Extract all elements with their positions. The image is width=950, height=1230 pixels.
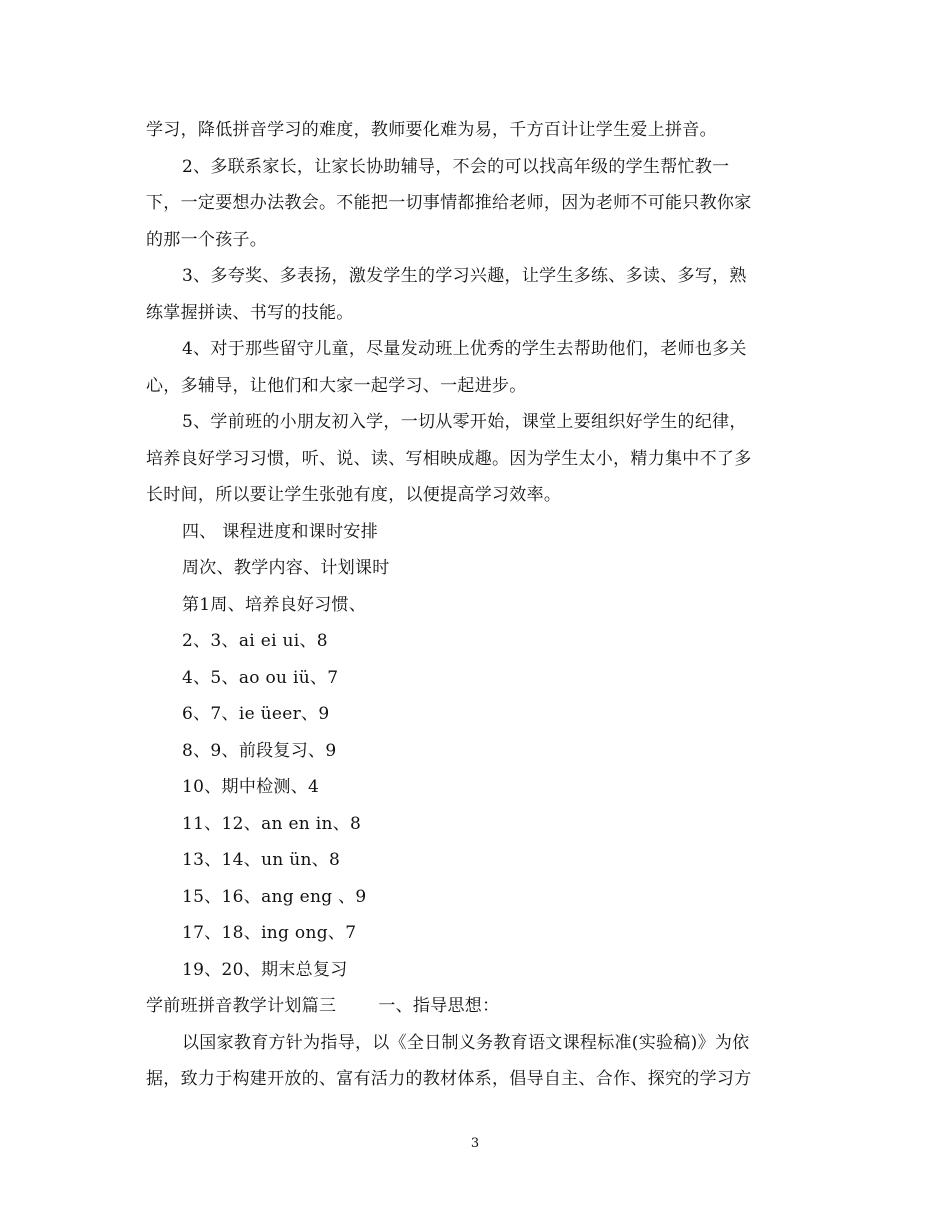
schedule-row: 13、14、un ün、8 [182,850,341,870]
schedule-row: 11、12、an en in、8 [182,813,362,834]
section-subtitle: 一、指导思想： [378,996,500,1016]
text-line: 下，一定要想办法教会。不能把一切事情都推给老师，因为老师不可能只教你家 [146,193,752,213]
text-line: 据，致力于构建开放的、富有活力的教材体系，倡导自主、合作、探究的学习方 [146,1069,752,1089]
text-line: 2、多联系家长，让家长协助辅导，不会的可以找高年级的学生帮忙教一 [182,156,730,177]
section-title-line [146,988,806,1025]
schedule-row: 17、18、ing ong、7 [182,923,357,943]
schedule-row: 第1周、培养良好习惯、 [182,594,367,615]
page-number: 3 [470,1136,480,1151]
text-line: 练掌握拼读、书写的技能。 [146,302,354,323]
text-line: 学习，降低拼音学习的难度，教师要化难为易，千方百计让学生爱上拼音。 [146,120,717,140]
schedule-row: 19、20、期末总复习 [182,959,348,980]
text-line: 5、学前班的小朋友初入学，一切从零开始，课堂上要组织好学生的纪律， [182,412,747,432]
text-line: 长时间，所以要让学生张弛有度，以便提高学习效率。 [146,485,562,505]
body-text [146,112,806,1098]
text-line: 的那一个孩子。 [146,229,268,250]
section-heading: 四、 课程进度和课时安排 [182,521,379,542]
text-line: 培养良好学习习惯，听、说、读、写相映成趣。因为学生太小，精力集中不了多 [146,448,752,469]
schedule-row: 15、16、ang eng 、9 [182,886,367,907]
text-line: 以国家教育方针为指导，以《全日制义务教育语文课程标准(实验稿)》为依 [182,1032,750,1053]
schedule-row: 6、7、ie üeer、9 [182,704,330,724]
text-line: 心，多辅导，让他们和大家一起学习、一起进步。 [146,375,527,396]
schedule-row: 4、5、ao ou iü、7 [182,667,339,688]
schedule-row: 2、3、ai ei ui、8 [182,631,328,651]
section-title: 学前班拼音教学计划篇三 [146,996,337,1016]
schedule-row: 10、期中检测、4 [182,777,320,797]
text-line: 4、对于那些留守儿童，尽量发动班上优秀的学生去帮助他们，老师也多关 [182,339,747,359]
schedule-row: 8、9、前段复习、9 [182,740,337,761]
text-line: 3、多夸奖、多表扬，激发学生的学习兴趣，让学生多练、多读、多写，熟 [182,266,747,286]
schedule-header: 周次、教学内容、计划课时 [182,558,390,578]
